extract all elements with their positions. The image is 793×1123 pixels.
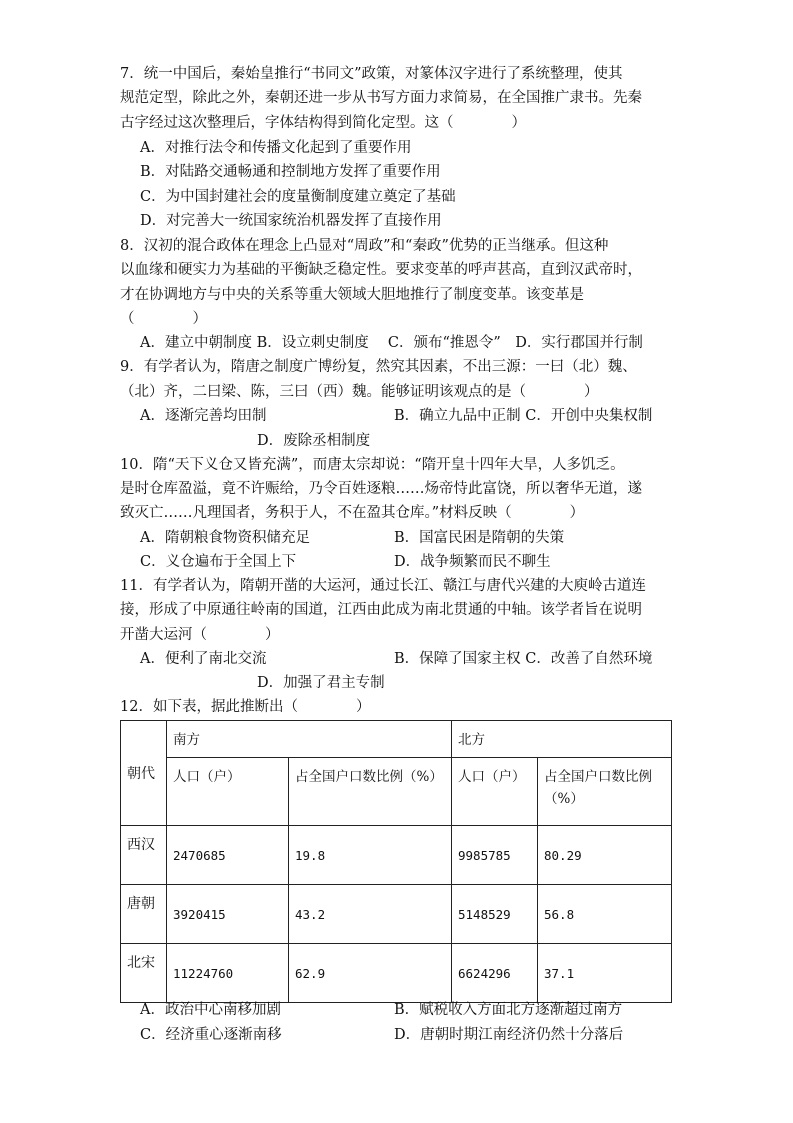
q8-stem-line-2: 以血缘和硬实力为基础的平衡缺乏稳定性。要求变革的呼声甚高，直到汉武帝时， <box>120 262 642 278</box>
north-population-cell: 5148529 <box>452 885 538 944</box>
q9-stem-line-2: （北）齐，二曰梁、陈，三曰（西）魏。能够证明该观点的是（ ） <box>120 384 599 400</box>
south-population-cell: 11224760 <box>167 944 289 1003</box>
south-ratio-header: 占全国户口数比例（%） <box>289 758 452 826</box>
south-population-cell: 3920415 <box>167 885 289 944</box>
north-population-cell: 6624296 <box>452 944 538 1003</box>
north-population-cell: 9985785 <box>452 826 538 885</box>
q10-stem-line-1: 10．隋“天下义仓又皆充满”，而唐太宗却说：“隋开皇十四年大旱，人多饥乏。 <box>120 457 625 473</box>
table-row <box>121 944 672 1003</box>
q8-stem-line-4: （ ） <box>120 311 207 327</box>
q12-option-d: D．唐朝时期江南经济仍然十分落后 <box>394 1027 624 1043</box>
north-ratio-cell: 37.1 <box>538 944 672 1003</box>
q11-option-bc: B．保障了国家主权 C．改善了自然环境 <box>394 651 653 667</box>
q9-option-d: D．废除丞相制度 <box>257 433 371 449</box>
q11-stem-line-1: 11．有学者认为，隋朝开凿的大运河，通过长江、赣江与唐代兴建的大庾岭古道连 <box>120 578 646 594</box>
table-row <box>121 885 672 944</box>
q8-stem-line-1: 8．汉初的混合政体在理念上凸显对“周政”和“秦政”优势的正当继承。但这种 <box>120 238 609 254</box>
q7-stem-line-1: 7．统一中国后，秦始皇推行“书同文”政策，对篆体汉字进行了系统整理，使其 <box>120 66 623 82</box>
south-population-header: 人口（户） <box>167 758 289 826</box>
q11-option-d: D．加强了君主专制 <box>257 675 385 691</box>
table-row <box>121 826 672 885</box>
q7-option-a: A．对推行法令和传播文化起到了重要作用 <box>140 140 412 156</box>
q8-options-row: A．建立中朝制度 B．设立刺史制度 C．颁布“推恩令” D．实行郡国并行制 <box>140 335 643 351</box>
table-header-row-1 <box>121 721 672 758</box>
q11-option-a: A．便利了南北交流 <box>140 651 267 667</box>
dynasty-column-header: 朝代 <box>121 721 167 826</box>
q10-stem-line-2: 是时仓库盈溢，竟不许赈给，乃令百姓逐粮……炀帝恃此富饶，所以奢华无道，遂 <box>120 481 642 497</box>
south-header: 南方 <box>167 721 452 758</box>
table-header-row-2 <box>121 758 672 826</box>
south-population-cell: 2470685 <box>167 826 289 885</box>
q7-stem-line-3: 古字经过这次整理后，字体结构得到简化定型。这（ ） <box>120 115 526 131</box>
q10-option-d: D．战争频繁而民不聊生 <box>394 554 551 570</box>
q9-option-a: A．逐渐完善均田制 <box>140 408 267 424</box>
north-header: 北方 <box>452 721 672 758</box>
q12-stem: 12．如下表，据此推断出（ ） <box>120 699 371 715</box>
q11-stem-line-3: 开凿大运河（ ） <box>120 627 280 643</box>
q10-option-b: B．国富民困是隋朝的失策 <box>394 530 565 546</box>
dynasty-cell: 西汉 <box>121 826 167 885</box>
north-ratio-cell: 56.8 <box>538 885 672 944</box>
dynasty-cell: 唐朝 <box>121 885 167 944</box>
q12-option-b: B．赋税收入方面北方逐渐超过南方 <box>394 1002 623 1018</box>
population-table <box>120 720 672 1003</box>
q7-option-c: C．为中国封建社会的度量衡制度建立奠定了基础 <box>140 189 456 205</box>
north-population-header: 人口（户） <box>452 758 538 826</box>
south-ratio-cell: 19.8 <box>289 826 452 885</box>
dynasty-cell: 北宋 <box>121 944 167 1003</box>
q10-option-a: A．隋朝粮食物资积储充足 <box>140 530 310 546</box>
q7-stem-line-2: 规范定型，除此之外，秦朝还进一步从书写方面力求简易，在全国推广隶书。先秦 <box>120 90 642 106</box>
q10-option-c: C．义仓遍布于全国上下 <box>140 554 297 570</box>
q9-option-bc: B．确立九品中正制 C．开创中央集权制 <box>394 408 653 424</box>
south-ratio-cell: 43.2 <box>289 885 452 944</box>
q8-stem-line-3: 才在协调地方与中央的关系等重大领域大胆地推行了制度变革。该变革是 <box>120 287 584 303</box>
q11-stem-line-2: 接，形成了中原通往岭南的国道，江西由此成为南北贯通的中轴。该学者旨在说明 <box>120 602 642 618</box>
q9-stem-line-1: 9．有学者认为，隋唐之制度广博纷复，然究其因素，不出三源：一曰（北）魏、 <box>120 359 637 375</box>
q7-option-b: B．对陆路交通畅通和控制地方发挥了重要作用 <box>140 164 441 180</box>
south-ratio-cell: 62.9 <box>289 944 452 1003</box>
q12-option-c: C．经济重心逐渐南移 <box>140 1027 282 1043</box>
q7-option-d: D．对完善大一统国家统治机器发挥了直接作用 <box>140 213 442 229</box>
q10-stem-line-3: 致灭亡……凡理国者，务积于人，不在盈其仓库。”材料反映（ ） <box>120 505 585 521</box>
north-ratio-header: 占全国户口数比例（%） <box>538 758 672 826</box>
q12-option-a: A．政治中心南移加剧 <box>140 1002 281 1018</box>
north-ratio-cell: 80.29 <box>538 826 672 885</box>
